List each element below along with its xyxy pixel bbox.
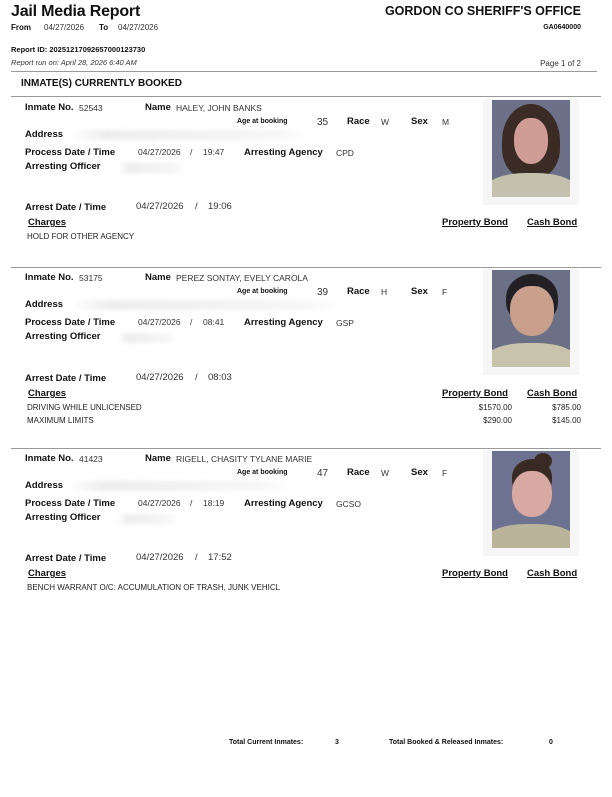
agency-label: Arresting Agency: [244, 498, 323, 509]
name-label: Name: [145, 453, 171, 464]
property-bond-header: Property Bond: [442, 568, 508, 579]
arrest-time: 19:06: [208, 201, 232, 212]
officer-label: Arresting Officer: [25, 331, 101, 342]
redacted-officer: [118, 514, 178, 524]
agency-name: GORDON CO SHERIFF'S OFFICE: [384, 4, 581, 18]
cash-bond-value: $145.00: [552, 416, 581, 425]
arrest-date: 04/27/2026: [136, 552, 184, 563]
total-current-label: Total Current Inmates:: [229, 739, 304, 746]
age-label: Age at booking: [237, 469, 288, 476]
separator: /: [190, 317, 193, 327]
arrest-date: 04/27/2026: [136, 201, 184, 212]
sex-label: Sex: [411, 286, 428, 297]
divider: [11, 71, 597, 72]
redacted-address: [70, 300, 340, 310]
age-value: 35: [317, 117, 329, 128]
inmate-no-label: Inmate No.: [25, 453, 74, 464]
inmate-name: RIGELL, CHASITY TYLANE MARIE: [176, 454, 313, 464]
age-label: Age at booking: [237, 118, 288, 125]
separator: /: [195, 552, 198, 563]
report-run-on: Report run on: April 28, 2026 6:40 AM: [11, 58, 137, 67]
from-label: From: [11, 23, 31, 32]
arrest-label: Arrest Date / Time: [25, 202, 107, 213]
arresting-agency: GSP: [336, 318, 354, 328]
report-id: Report ID: 20251217092657000123730: [11, 45, 146, 54]
agency-code: GA0640000: [543, 24, 581, 31]
charge-item: BENCH WARRANT O/C: ACCUMULATION OF TRASH, JUNK VEHICL: [27, 583, 281, 592]
address-label: Address: [25, 299, 64, 310]
separator: /: [190, 147, 193, 157]
total-current-value: 3: [335, 739, 339, 746]
race-label: Race: [347, 286, 370, 297]
race-label: Race: [347, 467, 370, 478]
process-time: 18:19: [203, 498, 225, 508]
redacted-address: [70, 481, 290, 491]
inmate-name: PEREZ SONTAY, EVELY CAROLA: [176, 273, 308, 283]
cash-bond-header: Cash Bond: [527, 217, 578, 228]
charge-item: MAXIMUM LIMITS: [27, 416, 94, 425]
process-time: 19:47: [203, 147, 225, 157]
divider: [11, 448, 601, 449]
redacted-officer: [118, 163, 186, 173]
property-bond-value: $290.00: [483, 416, 512, 425]
arrest-time: 17:52: [208, 552, 232, 563]
arresting-agency: GCSO: [336, 499, 362, 509]
inmate-no-label: Inmate No.: [25, 272, 74, 283]
agency-label: Arresting Agency: [244, 317, 323, 328]
from-date: 04/27/2026: [44, 23, 85, 32]
inmate-no: 52543: [79, 103, 103, 113]
redacted-address: [70, 130, 310, 140]
arresting-agency: CPD: [336, 148, 354, 158]
address-label: Address: [25, 129, 64, 140]
mugshot-photo: [492, 100, 570, 197]
race-label: Race: [347, 116, 370, 127]
page-number: Page 1 of 2: [540, 59, 581, 68]
sex-label: Sex: [411, 116, 428, 127]
charge-item: HOLD FOR OTHER AGENCY: [27, 232, 135, 241]
process-label: Process Date / Time: [25, 317, 116, 328]
arrest-time: 08:03: [208, 372, 232, 383]
property-bond-value: $1570.00: [478, 403, 512, 412]
charges-header: Charges: [28, 568, 67, 579]
mugshot-photo: [492, 451, 570, 548]
inmate-no-label: Inmate No.: [25, 102, 74, 113]
report-title: Jail Media Report: [11, 3, 141, 20]
divider: [11, 96, 601, 97]
to-label: To: [99, 23, 109, 32]
name-label: Name: [145, 102, 171, 113]
process-label: Process Date / Time: [25, 498, 116, 509]
sex-value: F: [442, 287, 448, 297]
address-label: Address: [25, 480, 64, 491]
officer-label: Arresting Officer: [25, 512, 101, 523]
sex-value: M: [442, 117, 450, 127]
race-value: W: [381, 468, 390, 478]
section-title: INMATE(S) CURRENTLY BOOKED: [21, 78, 182, 89]
charges-header: Charges: [28, 217, 67, 228]
race-value: W: [381, 117, 390, 127]
to-date: 04/27/2026: [118, 23, 159, 32]
inmate-name: HALEY, JOHN BANKS: [176, 103, 262, 113]
process-time: 08:41: [203, 317, 225, 327]
process-date: 04/27/2026: [138, 147, 181, 157]
separator: /: [190, 498, 193, 508]
age-value: 47: [317, 468, 329, 479]
property-bond-header: Property Bond: [442, 388, 508, 399]
sex-value: F: [442, 468, 448, 478]
agency-label: Arresting Agency: [244, 147, 323, 158]
age-value: 39: [317, 287, 329, 298]
arrest-date: 04/27/2026: [136, 372, 184, 383]
process-label: Process Date / Time: [25, 147, 116, 158]
cash-bond-value: $785.00: [552, 403, 581, 412]
arrest-label: Arrest Date / Time: [25, 373, 107, 384]
name-label: Name: [145, 272, 171, 283]
inmate-no: 41423: [79, 454, 103, 464]
total-released-label: Total Booked & Released Inmates:: [389, 739, 504, 746]
cash-bond-header: Cash Bond: [527, 388, 578, 399]
age-label: Age at booking: [237, 288, 288, 295]
inmate-no: 53175: [79, 273, 103, 283]
race-value: H: [381, 287, 388, 297]
total-released-value: 0: [549, 739, 553, 746]
sex-label: Sex: [411, 467, 428, 478]
mugshot-photo: [492, 270, 570, 367]
arrest-label: Arrest Date / Time: [25, 553, 107, 564]
cash-bond-header: Cash Bond: [527, 568, 578, 579]
officer-label: Arresting Officer: [25, 161, 101, 172]
property-bond-header: Property Bond: [442, 217, 508, 228]
redacted-officer: [118, 333, 176, 343]
process-date: 04/27/2026: [138, 498, 181, 508]
process-date: 04/27/2026: [138, 317, 181, 327]
charge-item: DRIVING WHILE UNLICENSED: [27, 403, 142, 412]
divider: [11, 267, 601, 268]
charges-header: Charges: [28, 388, 67, 399]
separator: /: [195, 201, 198, 212]
separator: /: [195, 372, 198, 383]
